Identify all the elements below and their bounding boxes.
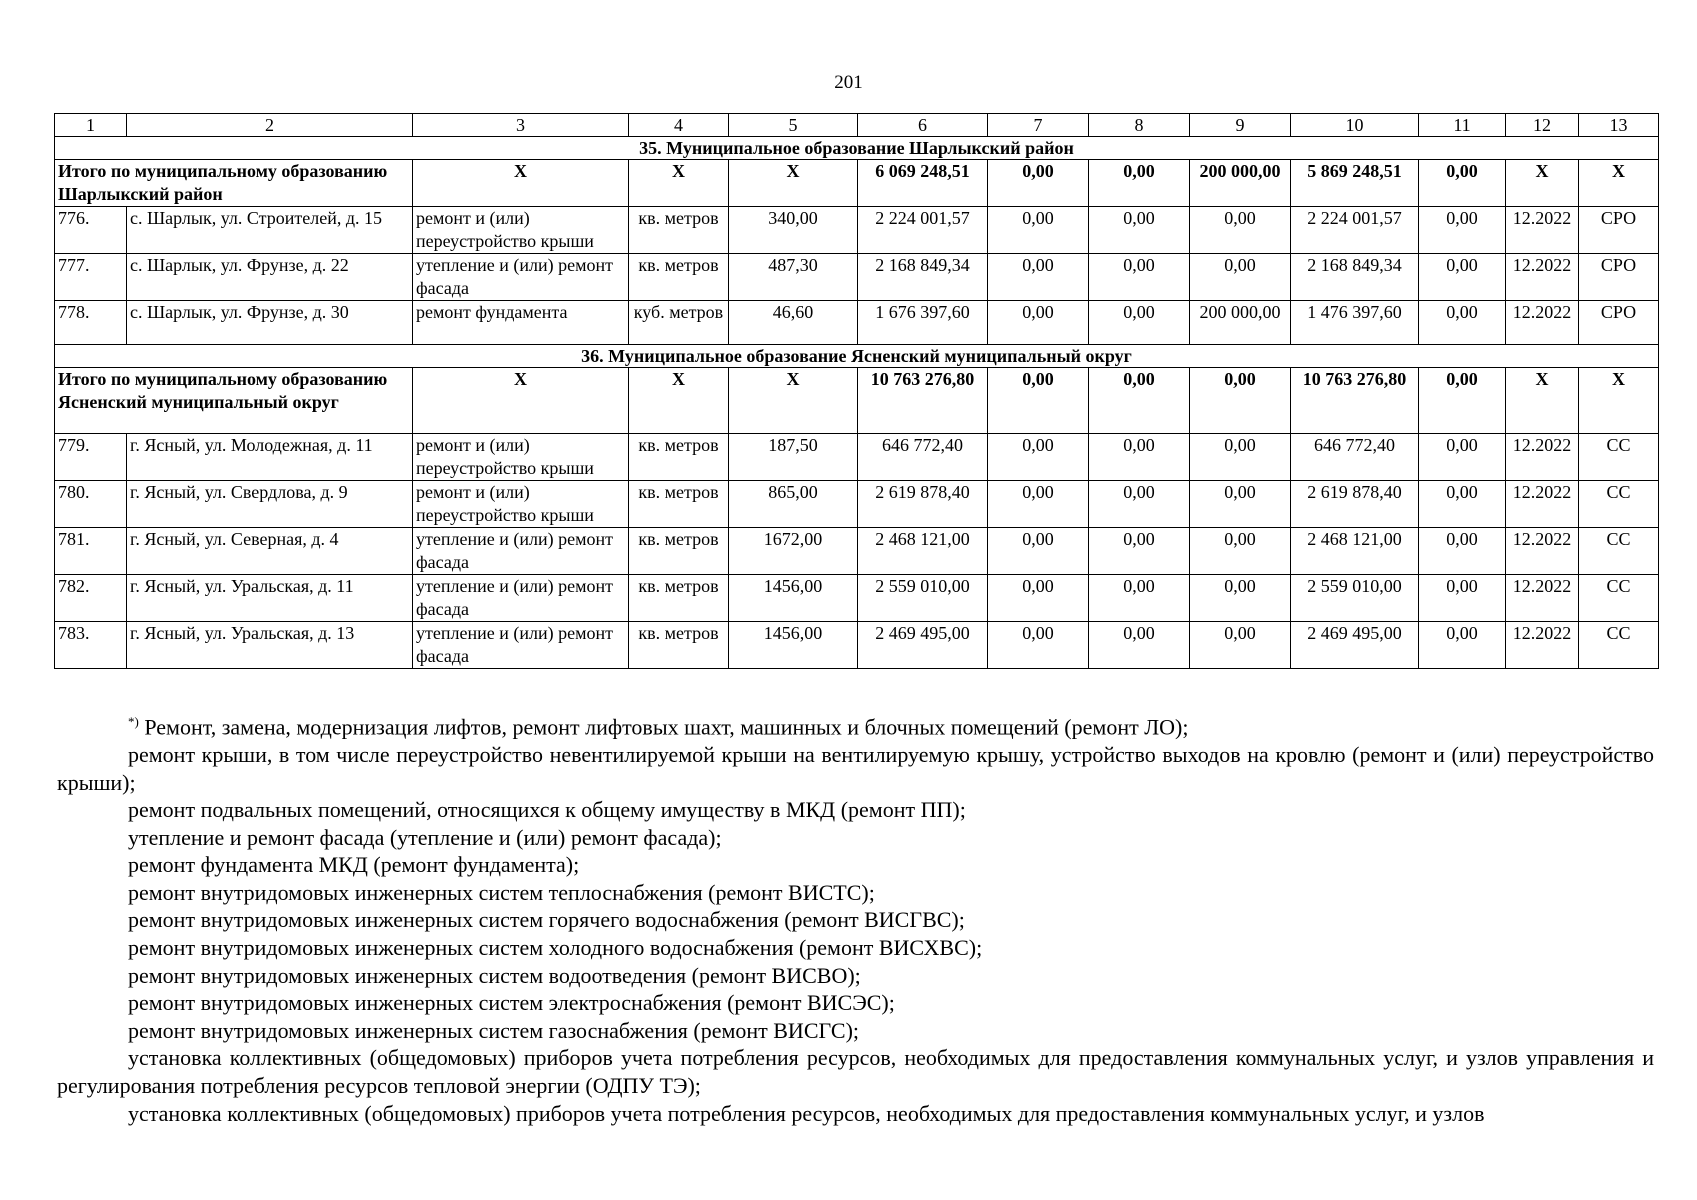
row-col7: 0,00: [988, 434, 1089, 481]
row-area: 865,00: [729, 481, 858, 528]
column-number-cell: 3: [413, 114, 629, 137]
total-label: Итого по муниципальному образованию Ясненский муниципальный округ: [55, 368, 413, 434]
row-number: 777.: [55, 254, 127, 301]
total-col13: Х: [1579, 160, 1659, 207]
row-method: СС: [1579, 434, 1659, 481]
row-cost: 2 619 878,40: [858, 481, 988, 528]
row-method: СС: [1579, 528, 1659, 575]
row-work-type: утепление и (или) ремонт фасада: [413, 528, 629, 575]
row-number: 781.: [55, 528, 127, 575]
total-cost: 6 069 248,51: [858, 160, 988, 207]
column-number-cell: 13: [1579, 114, 1659, 137]
row-area: 1456,00: [729, 575, 858, 622]
total-work-type: Х: [413, 368, 629, 434]
row-col9: 0,00: [1190, 575, 1291, 622]
row-col8: 0,00: [1089, 575, 1190, 622]
row-date: 12.2022: [1506, 434, 1579, 481]
total-work-type: Х: [413, 160, 629, 207]
row-work-type: ремонт и (или) переустройство крыши: [413, 434, 629, 481]
column-number-cell: 7: [988, 114, 1089, 137]
row-cost: 2 469 495,00: [858, 622, 988, 669]
row-col10: 2 168 849,34: [1291, 254, 1419, 301]
row-address: с. Шарлык, ул. Фрунзе, д. 30: [127, 301, 413, 345]
row-unit: куб. метров: [629, 301, 729, 345]
row-col9: 0,00: [1190, 622, 1291, 669]
column-number-cell: 12: [1506, 114, 1579, 137]
row-col10: 2 224 001,57: [1291, 207, 1419, 254]
row-address: с. Шарлык, ул. Фрунзе, д. 22: [127, 254, 413, 301]
row-date: 12.2022: [1506, 207, 1579, 254]
footnote-item: утепление и ремонт фасада (утепление и (или) ремонт фасада);: [128, 824, 722, 850]
total-unit: Х: [629, 368, 729, 434]
section-title: 35. Муниципальное образование Шарлыкский район: [55, 137, 1659, 160]
row-cost: 2 168 849,34: [858, 254, 988, 301]
footnote-item: установка коллективных (общедомовых) приборов учета потребления ресурсов, необходимых для предоставления коммунальных услуг, и узлов: [128, 1100, 1485, 1126]
column-number-cell: 10: [1291, 114, 1419, 137]
row-col9: 0,00: [1190, 481, 1291, 528]
row-cost: 646 772,40: [858, 434, 988, 481]
total-label: Итого по муниципальному образованию Шарлыкский район: [55, 160, 413, 207]
row-col10: 2 469 495,00: [1291, 622, 1419, 669]
row-col11: 0,00: [1419, 575, 1506, 622]
row-address: г. Ясный, ул. Молодежная, д. 11: [127, 434, 413, 481]
total-cost: 10 763 276,80: [858, 368, 988, 434]
footnote-item: ремонт внутридомовых инженерных систем холодного водоснабжения (ремонт ВИСХВС);: [128, 935, 983, 961]
table-body: [55, 114, 1659, 669]
row-col7: 0,00: [988, 301, 1089, 345]
row-work-type: ремонт и (или) переустройство крыши: [413, 481, 629, 528]
total-col11: 0,00: [1419, 368, 1506, 434]
row-address: с. Шарлык, ул. Строителей, д. 15: [127, 207, 413, 254]
row-area: 1672,00: [729, 528, 858, 575]
table-row: [55, 575, 1659, 622]
row-col7: 0,00: [988, 254, 1089, 301]
total-col10: 5 869 248,51: [1291, 160, 1419, 207]
row-col10: 2 468 121,00: [1291, 528, 1419, 575]
row-col8: 0,00: [1089, 207, 1190, 254]
section-title-row: [55, 345, 1659, 368]
total-col12: Х: [1506, 160, 1579, 207]
column-number-cell: 2: [127, 114, 413, 137]
row-address: г. Ясный, ул. Уральская, д. 13: [127, 622, 413, 669]
total-col7: 0,00: [988, 160, 1089, 207]
table-row: [55, 301, 1659, 345]
row-col9: 0,00: [1190, 528, 1291, 575]
table-row: [55, 207, 1659, 254]
row-number: 778.: [55, 301, 127, 345]
row-date: 12.2022: [1506, 481, 1579, 528]
capital-repair-table: [54, 113, 1659, 669]
column-number-cell: 1: [55, 114, 127, 137]
row-number: 780.: [55, 481, 127, 528]
total-col9: 0,00: [1190, 368, 1291, 434]
column-number-cell: 6: [858, 114, 988, 137]
column-number-cell: 11: [1419, 114, 1506, 137]
row-date: 12.2022: [1506, 528, 1579, 575]
row-method: СС: [1579, 575, 1659, 622]
row-col9: 0,00: [1190, 434, 1291, 481]
footnote-first-text: Ремонт, замена, модернизация лифтов, ремонт лифтовых шахт, машинных и блочных помещений (ремонт ЛО);: [138, 714, 1189, 740]
row-col7: 0,00: [988, 528, 1089, 575]
row-col9: 0,00: [1190, 207, 1291, 254]
footnote-item: ремонт подвальных помещений, относящихся к общему имуществу в МКД (ремонт ПП);: [128, 797, 966, 823]
row-unit: кв. метров: [629, 575, 729, 622]
column-number-row: [55, 114, 1659, 137]
row-unit: кв. метров: [629, 254, 729, 301]
row-address: г. Ясный, ул. Свердлова, д. 9: [127, 481, 413, 528]
row-date: 12.2022: [1506, 575, 1579, 622]
row-address: г. Ясный, ул. Северная, д. 4: [127, 528, 413, 575]
row-col10: 646 772,40: [1291, 434, 1419, 481]
section-title: 36. Муниципальное образование Ясненский муниципальный округ: [55, 345, 1659, 368]
row-col8: 0,00: [1089, 528, 1190, 575]
row-method: СРО: [1579, 301, 1659, 345]
row-col10: 2 619 878,40: [1291, 481, 1419, 528]
section-total-row: [55, 160, 1659, 207]
row-cost: 2 559 010,00: [858, 575, 988, 622]
table-row: [55, 434, 1659, 481]
column-number-cell: 4: [629, 114, 729, 137]
row-col11: 0,00: [1419, 528, 1506, 575]
total-area: Х: [729, 160, 858, 207]
table-row: [55, 622, 1659, 669]
table-row: [55, 254, 1659, 301]
column-number-cell: 9: [1190, 114, 1291, 137]
row-date: 12.2022: [1506, 254, 1579, 301]
row-cost: 1 676 397,60: [858, 301, 988, 345]
row-col11: 0,00: [1419, 481, 1506, 528]
row-work-type: утепление и (или) ремонт фасада: [413, 575, 629, 622]
row-col11: 0,00: [1419, 254, 1506, 301]
row-number: 779.: [55, 434, 127, 481]
row-col10: 1 476 397,60: [1291, 301, 1419, 345]
total-col8: 0,00: [1089, 368, 1190, 434]
row-col9: 200 000,00: [1190, 301, 1291, 345]
total-col7: 0,00: [988, 368, 1089, 434]
row-col11: 0,00: [1419, 622, 1506, 669]
row-date: 12.2022: [1506, 622, 1579, 669]
row-col11: 0,00: [1419, 207, 1506, 254]
total-col11: 0,00: [1419, 160, 1506, 207]
row-area: 46,60: [729, 301, 858, 345]
row-col8: 0,00: [1089, 301, 1190, 345]
row-method: СС: [1579, 481, 1659, 528]
page-number: 201: [834, 72, 863, 93]
footnote-item: ремонт внутридомовых инженерных систем водоотведения (ремонт ВИСВО);: [128, 962, 861, 988]
row-col11: 0,00: [1419, 301, 1506, 345]
footnote-item: установка коллективных (общедомовых) приборов учета потребления ресурсов, необходимых для предоставления коммунальных услуг, и узлов управления и регулирования потребления ресурсов тепловой энергии (ОДПУ ТЭ);: [57, 1045, 1654, 1099]
row-unit: кв. метров: [629, 622, 729, 669]
row-col7: 0,00: [988, 622, 1089, 669]
table-row: [55, 481, 1659, 528]
row-unit: кв. метров: [629, 528, 729, 575]
row-col9: 0,00: [1190, 254, 1291, 301]
row-col7: 0,00: [988, 481, 1089, 528]
row-area: 187,50: [729, 434, 858, 481]
row-number: 776.: [55, 207, 127, 254]
column-number-cell: 8: [1089, 114, 1190, 137]
footnote-item: ремонт внутридомовых инженерных систем теплоснабжения (ремонт ВИСТС);: [128, 879, 875, 905]
footnote-item: ремонт внутридомовых инженерных систем горячего водоснабжения (ремонт ВИСГВС);: [128, 907, 965, 933]
total-col9: 200 000,00: [1190, 160, 1291, 207]
row-col10: 2 559 010,00: [1291, 575, 1419, 622]
row-col7: 0,00: [988, 575, 1089, 622]
row-work-type: утепление и (или) ремонт фасада: [413, 254, 629, 301]
row-work-type: утепление и (или) ремонт фасада: [413, 622, 629, 669]
row-area: 340,00: [729, 207, 858, 254]
row-unit: кв. метров: [629, 434, 729, 481]
footnote-item: ремонт внутридомовых инженерных систем газоснабжения (ремонт ВИСГС);: [128, 1017, 860, 1043]
row-col11: 0,00: [1419, 434, 1506, 481]
total-col13: Х: [1579, 368, 1659, 434]
footnote-marker: *): [128, 714, 139, 729]
total-col10: 10 763 276,80: [1291, 368, 1419, 434]
column-number-cell: 5: [729, 114, 858, 137]
row-area: 1456,00: [729, 622, 858, 669]
row-work-type: ремонт фундамента: [413, 301, 629, 345]
footnote-item: ремонт внутридомовых инженерных систем электроснабжения (ремонт ВИСЭС);: [128, 990, 895, 1016]
footnote-item: ремонт фундамента МКД (ремонт фундамента);: [128, 852, 580, 878]
row-unit: кв. метров: [629, 207, 729, 254]
row-col8: 0,00: [1089, 481, 1190, 528]
table-row: [55, 528, 1659, 575]
footnotes: [57, 708, 1654, 1127]
row-cost: 2 468 121,00: [858, 528, 988, 575]
row-area: 487,30: [729, 254, 858, 301]
row-col8: 0,00: [1089, 622, 1190, 669]
footnote-first: [57, 708, 1654, 741]
footnote-item: ремонт крыши, в том числе переустройство невентилируемой крыши на вентилируемую крышу, устройство выходов на кровлю (ремонт и (или) переустройство крыши);: [57, 741, 1654, 795]
section-total-row: [55, 368, 1659, 434]
row-cost: 2 224 001,57: [858, 207, 988, 254]
row-method: СС: [1579, 622, 1659, 669]
row-date: 12.2022: [1506, 301, 1579, 345]
row-work-type: ремонт и (или) переустройство крыши: [413, 207, 629, 254]
total-area: Х: [729, 368, 858, 434]
row-address: г. Ясный, ул. Уральская, д. 11: [127, 575, 413, 622]
row-method: СРО: [1579, 254, 1659, 301]
row-number: 783.: [55, 622, 127, 669]
total-unit: Х: [629, 160, 729, 207]
row-number: 782.: [55, 575, 127, 622]
row-col7: 0,00: [988, 207, 1089, 254]
total-col8: 0,00: [1089, 160, 1190, 207]
row-col8: 0,00: [1089, 434, 1190, 481]
row-method: СРО: [1579, 207, 1659, 254]
row-unit: кв. метров: [629, 481, 729, 528]
row-col8: 0,00: [1089, 254, 1190, 301]
total-col12: Х: [1506, 368, 1579, 434]
section-title-row: [55, 137, 1659, 160]
